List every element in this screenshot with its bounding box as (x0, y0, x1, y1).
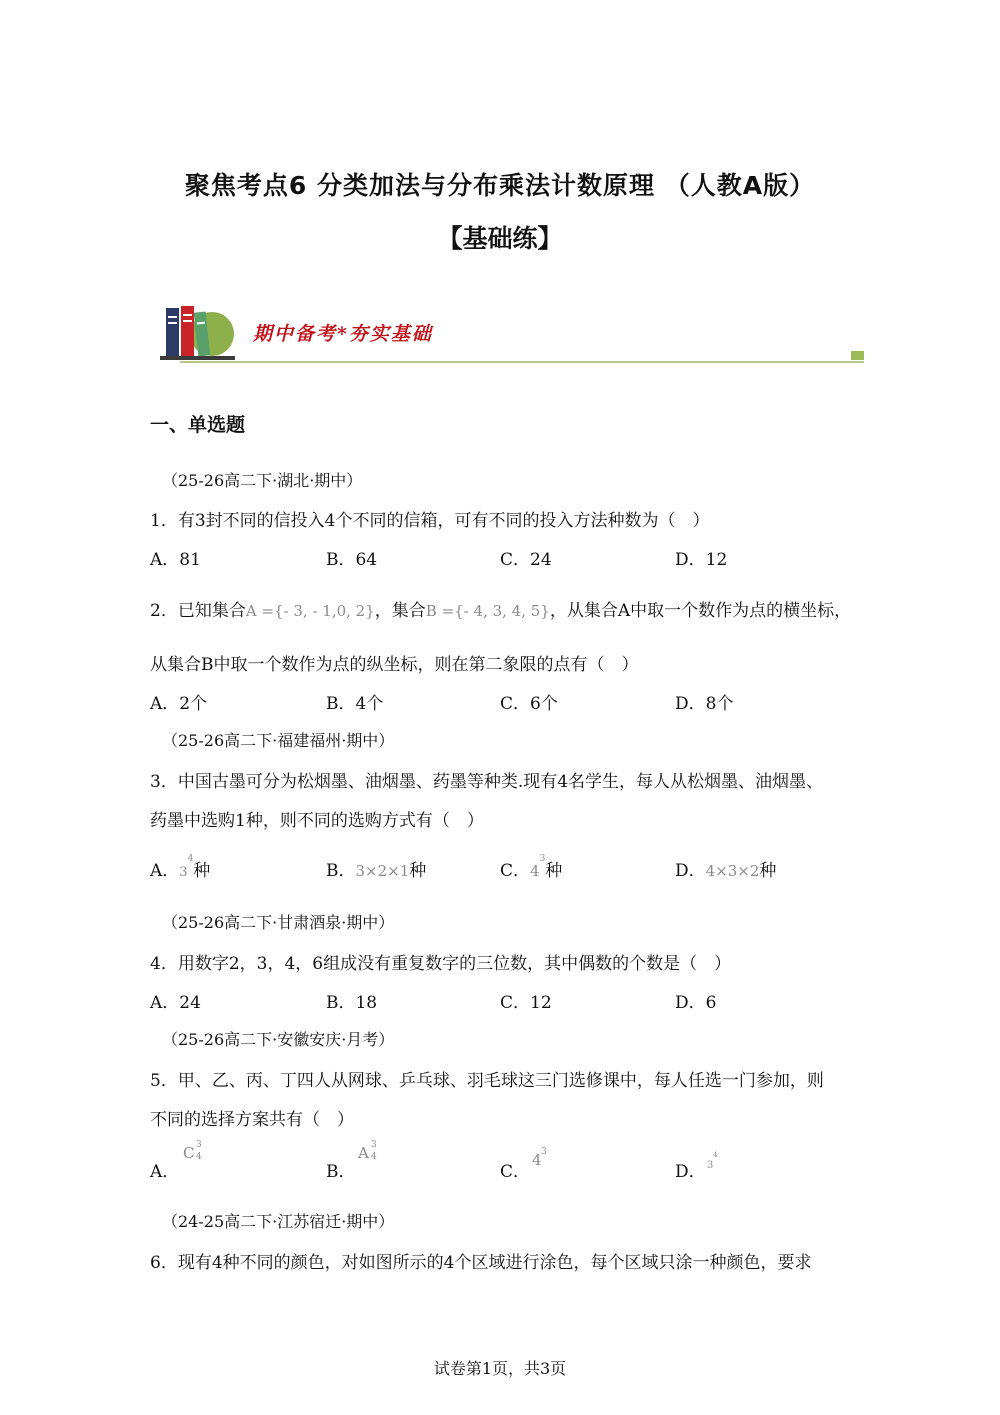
section-heading: 一、单选题 (150, 414, 246, 436)
question-text: 从集合B中取一个数作为点的纵坐标，则在第二象限的点有（ ） (150, 655, 639, 675)
option-a: A．$3^4$种 (150, 854, 211, 881)
question-text: 3．中国古墨可分为松烟墨、油烟墨、药墨等种类.现有4名学生，每人从松烟墨、油烟墨、 (150, 772, 824, 792)
option-c: C．$4^3$种 (500, 854, 563, 881)
option-d: D．12 (675, 550, 728, 570)
set-a-formula: A ={- 3, - 1,0, 2} (245, 602, 375, 620)
question-text: 2．已知集合A ={- 3, - 1,0, 2}，集合B ={- 4, 3, 4, 5}，从集合A中取一个数作为点的横坐标， (150, 601, 852, 621)
option-c: C．6个 (500, 694, 558, 714)
option-a: A．81 (150, 550, 201, 570)
option-c: C．12 (500, 993, 552, 1013)
option-d: D．6 (675, 993, 717, 1013)
question-source: （25-26高二下·安徽安庆·月考） (162, 1030, 395, 1049)
banner-square (851, 351, 864, 360)
option-a: A． C 3 4 (150, 1140, 202, 1182)
question-text: 1．有3封不同的信投入4个不同的信箱，可有不同的投入方法种数为（ ） (150, 511, 710, 531)
page-title: 聚焦考点6 分类加法与分布乘法计数原理 （人教A版） (184, 171, 816, 200)
question-text: 不同的选择方案共有（ ） (150, 1110, 354, 1130)
option-d: D．4×3×2种 (675, 861, 777, 881)
option-d: D． 3 4 (675, 1151, 718, 1182)
question-source: （24-25高二下·江苏宿迁·期中） (162, 1212, 395, 1231)
option-b: B．64 (326, 550, 378, 570)
option-c: C． 4 3 (500, 1147, 547, 1182)
option-a: A．24 (150, 993, 201, 1013)
question-text: 4．用数字2，3，4，6组成没有重复数字的三位数，其中偶数的个数是（ ） (150, 954, 732, 974)
books-icon (160, 300, 240, 366)
question-source: （25-26高二下·福建福州·期中） (162, 731, 395, 750)
question-source: （25-26高二下·湖北·期中） (162, 471, 363, 490)
option-b: B．18 (326, 993, 378, 1013)
set-b-formula: B ={- 4, 3, 4, 5} (425, 602, 550, 620)
banner-text: 期中备考*夯实基础 (253, 323, 433, 345)
question-source: （25-26高二下·甘肃酒泉·期中） (162, 913, 395, 932)
question-text: 6．现有4种不同的颜色，对如图所示的4个区域进行涂色，每个区域只涂一种颜色，要求 (150, 1253, 812, 1273)
option-b: B． A 3 4 (326, 1140, 377, 1182)
option-c: C．24 (500, 550, 552, 570)
option-a: A．2个 (150, 694, 208, 714)
question-text: 5．甲、乙、丙、丁四人从网球、乒乓球、羽毛球这三门选修课中，每人任选一门参加，则 (150, 1071, 824, 1091)
option-b: B．3×2×1种 (326, 861, 427, 881)
option-d: D．8个 (675, 694, 734, 714)
page-footer: 试卷第1页，共3页 (433, 1359, 567, 1378)
banner-divider (180, 361, 864, 363)
question-text: 药墨中选购1种，则不同的选购方式有（ ） (150, 811, 484, 831)
page-subtitle: 【基础练】 (437, 224, 563, 253)
option-b: B．4个 (326, 694, 384, 714)
